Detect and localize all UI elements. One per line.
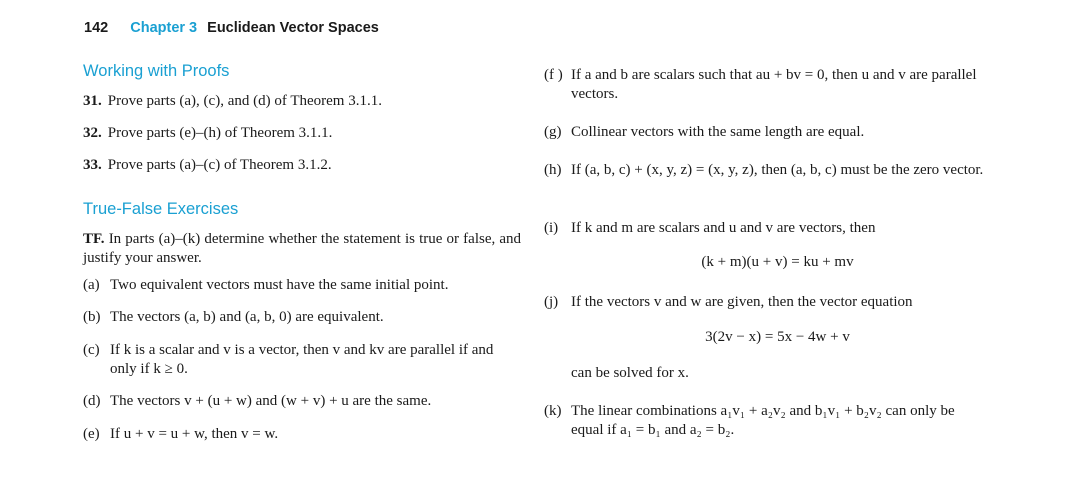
exercise-text: Prove parts (e)–(h) of Theorem 3.1.1. xyxy=(107,125,333,141)
equation-j: 3(2v − x) = 5x − 4w + v xyxy=(705,329,850,345)
exercise-number: 33. xyxy=(83,157,102,173)
exercise-text: Prove parts (a), (c), and (d) of Theorem 3.1.1. xyxy=(107,93,382,109)
proofs-heading: Working with Proofs xyxy=(83,62,230,80)
exercise-number: 31. xyxy=(83,93,102,109)
item-label: (a) xyxy=(83,277,100,293)
item-text: If k and m are scalars and u and v are vectors, then xyxy=(571,220,876,236)
item-label: (b) xyxy=(83,309,101,325)
item-label: (i) xyxy=(544,220,559,236)
tf-item-h xyxy=(544,161,984,180)
tf-item-g xyxy=(544,123,984,142)
exercise-number: 32. xyxy=(83,125,102,141)
tf-item-k xyxy=(544,402,984,440)
item-label: (h) xyxy=(544,162,562,178)
item-text: The linear combinations a₁v₁ + a₂v₂ and b₁v₁ + b₂v₂ can only be equal if a₁ = b₁ and a₂ = b₂. xyxy=(571,403,955,438)
page-number: 142 xyxy=(84,20,109,36)
item-label: (g) xyxy=(544,124,562,140)
item-text: can be solved for x. xyxy=(571,365,689,381)
page-header xyxy=(84,20,379,36)
exercise-31 xyxy=(83,92,382,111)
item-text: The vectors (a, b) and (a, b, 0) are equivalent. xyxy=(110,309,384,325)
tf-item-f xyxy=(544,66,984,104)
tf-heading: True-False Exercises xyxy=(83,200,239,218)
tf-item-j-after xyxy=(571,364,984,383)
item-label: (f ) xyxy=(544,67,563,83)
item-text: Collinear vectors with the same length are equal. xyxy=(571,124,865,140)
item-text: If k is a scalar and v is a vector, then v and kv are parallel if and only if k ≥ 0. xyxy=(110,342,494,377)
item-text: If the vectors v and w are given, then the vector equation xyxy=(571,294,913,310)
tf-intro xyxy=(83,230,521,268)
exercise-33 xyxy=(83,156,332,175)
item-label: (e) xyxy=(83,426,100,442)
tf-item-c xyxy=(83,341,523,379)
tf-item-d xyxy=(83,392,523,411)
item-label: (j) xyxy=(544,294,559,310)
chapter-label: Chapter 3 xyxy=(130,20,198,36)
item-label: (d) xyxy=(83,393,101,409)
chapter-title: Euclidean Vector Spaces xyxy=(207,20,379,36)
equation-i: (k + m)(u + v) = ku + mv xyxy=(701,254,854,270)
item-label: (k) xyxy=(544,403,562,419)
tf-intro-text: In parts (a)–(k) determine whether the statement is true or false, and justify your answer. xyxy=(83,231,522,266)
item-text: If u + v = u + w, then v = w. xyxy=(110,426,279,442)
item-text: If a and b are scalars such that au + bv = 0, then u and v are parallel vectors. xyxy=(571,67,977,102)
item-text: If (a, b, c) + (x, y, z) = (x, y, z), then (a, b, c) must be the zero vector. xyxy=(571,162,984,178)
tf-item-e xyxy=(83,425,523,444)
tf-item-i xyxy=(544,219,984,238)
item-label: (c) xyxy=(83,342,100,358)
tf-item-b xyxy=(83,308,523,327)
item-text: The vectors v + (u + w) and (w + v) + u are the same. xyxy=(110,393,432,409)
exercise-text: Prove parts (a)–(c) of Theorem 3.1.2. xyxy=(107,157,332,173)
item-text: Two equivalent vectors must have the same initial point. xyxy=(110,277,449,293)
tf-item-a xyxy=(83,276,523,295)
tf-item-j xyxy=(544,293,984,312)
tf-label: TF. xyxy=(83,231,105,247)
exercise-32 xyxy=(83,124,332,143)
